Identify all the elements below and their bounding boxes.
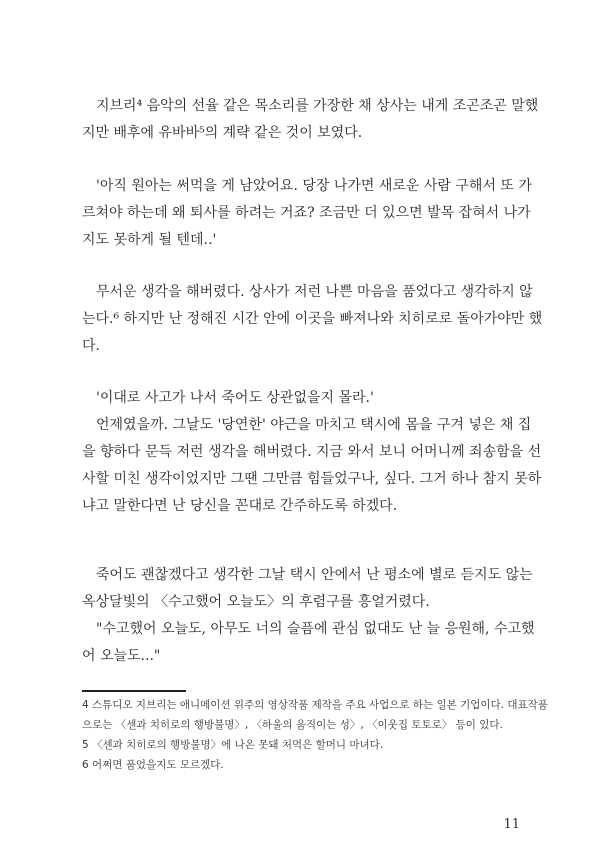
- page-number: 11: [503, 817, 520, 832]
- body-line: 언제였을까. 그날도 '당연한' 야근을 마치고 택시에 몸을 구겨 넣은 채 집: [96, 417, 532, 433]
- body-line: 냐고 말한다면 난 당신을 꼰대로 간주하도록 하겠다.: [82, 498, 398, 514]
- body-line: '아직 원아는 써먹을 게 남았어요. 당장 나가면 새로운 사람 구해서 또 가: [96, 178, 532, 194]
- body-line: 는다.⁶ 하지만 난 정해진 시간 안에 이곳을 빠져나와 치히로로 돌아가야만 했: [82, 311, 543, 327]
- body-line: 지만 배후에 유바바⁵의 계략 같은 것이 보였다.: [82, 125, 363, 141]
- body-line: 지도 못하게 될 텐데..': [82, 232, 217, 248]
- body-line: 어 오늘도...": [82, 648, 161, 664]
- body-line: 르쳐야 하는데 왜 퇴사를 하려는 거죠? 조금만 더 있으면 발목 잡혀서 나가: [82, 205, 531, 221]
- body-line: 을 향하다 문득 저런 생각을 해버렸다. 지금 와서 보니 어머니께 죄송함을 선: [82, 444, 542, 460]
- body-line: "수고했어 오늘도, 아무도 너의 슬픔에 관심 없대도 난 늘 응원해, 수고했: [96, 621, 535, 637]
- body-line: 죽어도 괜찮겠다고 생각한 그날 택시 안에서 난 평소에 별로 듣지도 않는: [96, 567, 533, 583]
- body-line: 사할 미친 생각이었지만 그땐 그만큼 힘들었구나, 싶다. 그거 하나 참지 못하: [82, 471, 542, 487]
- body-line: '이대로 사고가 나서 죽어도 상관없을지 몰라.': [96, 390, 374, 406]
- footnote-4-cont: 으로는 〈센과 치히로의 행방불명〉, 〈하울의 움직이는 성〉, 〈이웃집 토토로〉 등이 있다.: [82, 719, 503, 731]
- footnote-4: 4 스튜디오 지브리는 애니메이션 위주의 영상작품 제작을 주요 사업으로 하는 일본 기업이다. 대표작품: [82, 699, 548, 711]
- body-line: 다.: [82, 338, 100, 354]
- footnote-divider: [82, 690, 186, 692]
- footnote-5: 5 〈센과 치히로의 행방불명〉에 나온 못돼 처먹은 할머니 마녀다.: [82, 739, 384, 751]
- footnote-6: 6 어쩌면 품었을지도 모르겠다.: [82, 759, 224, 771]
- body-line: 옥상달빛의 〈수고했어 오늘도〉의 후렴구를 흥얼거렸다.: [82, 594, 430, 610]
- body-line: 지브리⁴ 음악의 선율 같은 목소리를 가장한 채 상사는 내게 조곤조곤 말했: [96, 98, 539, 114]
- body-line: 무서운 생각을 해버렸다. 상사가 저런 나쁜 마음을 품었다고 생각하지 않: [96, 284, 533, 300]
